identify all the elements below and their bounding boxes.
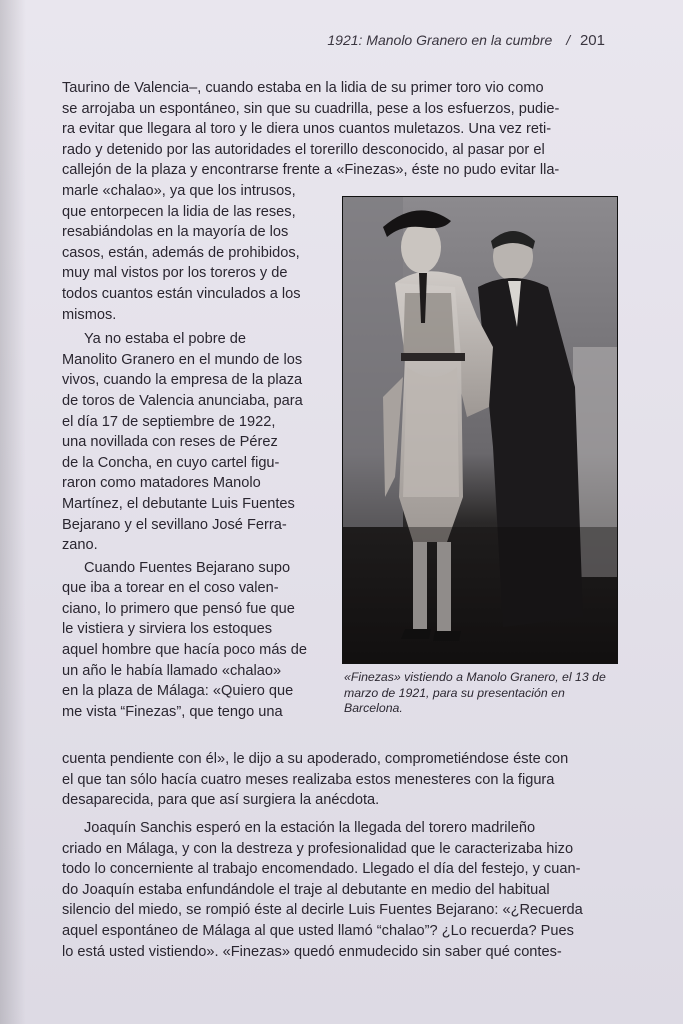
page-number: 201 — [579, 32, 605, 49]
text-line: de toros de Valencia anunciaba, para — [62, 392, 303, 409]
text-line: silencio del miedo, se rompió éste al decirle Luis Fuentes Bejarano: «¿Recuerda — [62, 902, 583, 919]
text-line: se arrojaba un espontáneo, sin que su cuadrilla, pese a los esfuerzos, pudie- — [62, 100, 560, 117]
text-line: desaparecida, para que así surgiera la anécdota. — [62, 792, 380, 809]
text-line: lo está usted vistiendo». «Finezas» quedó enmudecido sin saber qué contes- — [62, 943, 562, 960]
left-column — [62, 181, 320, 722]
text-line: una novillada con reses de Pérez — [62, 434, 278, 451]
text-line: en la plaza de Málaga: «Quiero que — [62, 683, 294, 700]
continued-paragraph — [62, 749, 620, 811]
text-line: casos, están, además de prohibidos, — [62, 244, 300, 261]
text-line: todos cuantos están vinculados a los — [62, 285, 301, 302]
text-line: Cuando Fuentes Bejarano supo — [84, 559, 291, 576]
column-paragraph-1 — [62, 181, 320, 325]
text-line: resabiándolas en la mayoría de los — [62, 224, 289, 241]
text-line: el que tan sólo hacía cuatro meses realizaba estos menesteres con la figura — [62, 771, 555, 788]
text-line: cuenta pendiente con él», le dijo a su apoderado, comprometiéndose éste con — [62, 751, 569, 767]
text-line: Bejarano y el sevillano José Ferra- — [62, 516, 287, 533]
text-line: que entorpecen la lidia de las reses, — [62, 203, 296, 220]
text-line: me vista “Finezas”, que tengo una — [62, 703, 283, 720]
text-line: el día 17 de septiembre de 1922, — [62, 413, 276, 430]
photograph-illustration — [343, 197, 617, 663]
text-line: raron como matadores Manolo — [62, 475, 261, 492]
page-gutter-shadow — [0, 0, 26, 1024]
photograph — [342, 196, 618, 664]
top-paragraph — [62, 78, 620, 181]
photo-caption: «Finezas» vistiendo a Manolo Granero, el 13 de marzo de 1921, para su presentación en Barcelona. — [344, 670, 606, 716]
text-line: Martínez, el debutante Luis Fuentes — [62, 495, 295, 512]
text-line: Taurino de Valencia–, cuando estaba en la lidia de su primer toro vio como — [62, 80, 544, 96]
text-line: zano. — [62, 537, 98, 554]
text-line: aquel espontáneo de Málaga al que usted llamó “chalao”? ¿Lo recuerda? Pues — [62, 922, 574, 939]
running-title: 1921: Manolo Granero en la cumbre — [327, 32, 553, 48]
column-paragraph-2 — [62, 325, 320, 556]
text-line: vivos, cuando la empresa de la plaza — [62, 372, 303, 389]
text-line: rado y detenido por las autoridades el torerillo desconocido, al pasar por el — [62, 141, 545, 158]
text-line: muy mal vistos por los toreros y de — [62, 265, 288, 282]
text-line: mismos. — [62, 306, 117, 323]
text-line: do Joaquín estaba enfundándole el traje al debutante en medio del habitual — [62, 881, 550, 898]
final-paragraph — [62, 818, 620, 962]
text-line: un año le había llamado «chalao» — [62, 662, 282, 679]
text-line: Joaquín Sanchis esperó en la estación la llegada del torero madrileño — [84, 820, 536, 836]
text-line: aquel hombre que hacía poco más de — [62, 642, 308, 659]
running-header — [327, 32, 605, 49]
text-line: Ya no estaba el pobre de — [84, 331, 247, 348]
text-line: que iba a torear en el coso valen- — [62, 580, 279, 597]
text-line: todo lo concerniente al trabajo encomendado. Llegado el día del festejo, y cuan- — [62, 861, 581, 878]
text-line: criado en Málaga, y con la destreza y profesionalidad que le caracterizaba hizo — [62, 840, 574, 857]
text-line: marle «chalao», ya que los intrusos, — [62, 183, 296, 199]
text-line: ra evitar que llegara al toro y le diera unos cuantos muletazos. Una vez reti- — [62, 121, 552, 138]
text-line: callejón de la plaza y encontrarse frente a «Finezas», éste no pudo evitar lla- — [62, 162, 560, 179]
text-line: ciano, lo primero que pensó fue que — [62, 600, 295, 617]
column-paragraph-3 — [62, 556, 320, 723]
text-line: Manolito Granero en el mundo de los — [62, 351, 303, 368]
header-separator: / — [566, 32, 571, 48]
text-line: de la Concha, en cuyo cartel figu- — [62, 454, 280, 471]
text-line: le vistiera y sirviera los estoques — [62, 621, 273, 638]
